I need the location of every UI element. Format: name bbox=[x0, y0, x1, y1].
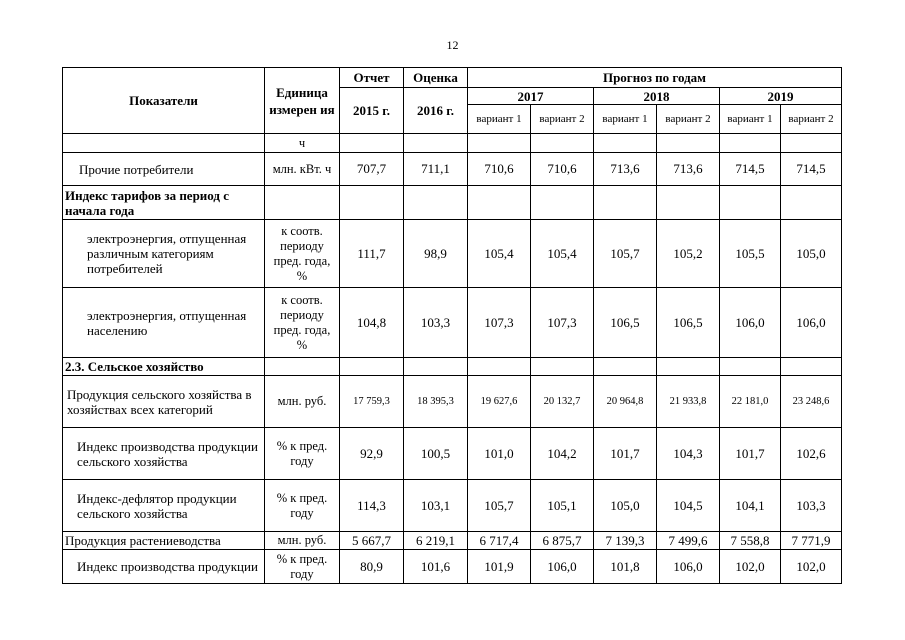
value-2016 bbox=[404, 186, 468, 220]
value-2016: 100,5 bbox=[404, 428, 468, 480]
value-2017-v2: 105,1 bbox=[531, 480, 594, 532]
value-2016: 103,1 bbox=[404, 480, 468, 532]
value-2017-v2: 106,0 bbox=[531, 550, 594, 584]
row-unit: % к пред. году bbox=[265, 550, 340, 584]
value-2019-v2 bbox=[781, 358, 842, 376]
value-2019-v2: 7 771,9 bbox=[781, 532, 842, 550]
value-2019-v1: 22 181,0 bbox=[720, 376, 781, 428]
value-2016: 711,1 bbox=[404, 153, 468, 186]
value-2018-v1: 101,8 bbox=[594, 550, 657, 584]
table-row bbox=[63, 153, 842, 186]
value-2017-v2: 105,4 bbox=[531, 220, 594, 288]
value-2016 bbox=[404, 358, 468, 376]
value-2016 bbox=[404, 134, 468, 153]
row-unit bbox=[265, 186, 340, 220]
value-2015: 17 759,3 bbox=[340, 376, 404, 428]
header-forecast: Прогноз по годам bbox=[468, 68, 842, 88]
value-2019-v2: 102,6 bbox=[781, 428, 842, 480]
row-unit: млн. руб. bbox=[265, 376, 340, 428]
header-indicators: Показатели bbox=[63, 68, 265, 134]
row-label: электроэнергия, отпущенная населению bbox=[63, 288, 265, 358]
header-2018-variant-2: вариант 2 bbox=[657, 105, 720, 134]
value-2018-v1 bbox=[594, 186, 657, 220]
header-year-2016: 2016 г. bbox=[404, 88, 468, 134]
header-2019-variant-1: вариант 1 bbox=[720, 105, 781, 134]
value-2015: 104,8 bbox=[340, 288, 404, 358]
value-2017-v2: 107,3 bbox=[531, 288, 594, 358]
value-2017-v2: 6 875,7 bbox=[531, 532, 594, 550]
value-2018-v2 bbox=[657, 186, 720, 220]
header-report: Отчет bbox=[340, 68, 404, 88]
value-2018-v2: 104,3 bbox=[657, 428, 720, 480]
header-year-2019: 2019 bbox=[720, 88, 842, 105]
value-2017-v2 bbox=[531, 134, 594, 153]
value-2015: 707,7 bbox=[340, 153, 404, 186]
row-label: Индекс производства продукции сельского хозяйства bbox=[63, 428, 265, 480]
value-2017-v2 bbox=[531, 358, 594, 376]
value-2019-v1: 101,7 bbox=[720, 428, 781, 480]
value-2018-v1: 105,0 bbox=[594, 480, 657, 532]
header-2017-variant-2: вариант 2 bbox=[531, 105, 594, 134]
row-unit: к соотв. периоду пред. года, % bbox=[265, 288, 340, 358]
value-2015: 92,9 bbox=[340, 428, 404, 480]
table-row bbox=[63, 532, 842, 550]
header-estimate: Оценка bbox=[404, 68, 468, 88]
table-row bbox=[63, 288, 842, 358]
value-2017-v1: 710,6 bbox=[468, 153, 531, 186]
row-label: электроэнергия, отпущенная различным категориям потребителей bbox=[63, 220, 265, 288]
value-2019-v2: 714,5 bbox=[781, 153, 842, 186]
header-year-2017: 2017 bbox=[468, 88, 594, 105]
value-2017-v1: 101,9 bbox=[468, 550, 531, 584]
value-2016: 103,3 bbox=[404, 288, 468, 358]
table-row bbox=[63, 480, 842, 532]
value-2019-v1: 106,0 bbox=[720, 288, 781, 358]
value-2018-v2: 106,0 bbox=[657, 550, 720, 584]
header-unit: Единица измерен ия bbox=[265, 68, 340, 134]
value-2019-v2: 103,3 bbox=[781, 480, 842, 532]
value-2015: 111,7 bbox=[340, 220, 404, 288]
value-2019-v2 bbox=[781, 134, 842, 153]
value-2015: 5 667,7 bbox=[340, 532, 404, 550]
value-2019-v1: 7 558,8 bbox=[720, 532, 781, 550]
value-2019-v1: 102,0 bbox=[720, 550, 781, 584]
value-2019-v1: 104,1 bbox=[720, 480, 781, 532]
value-2017-v1 bbox=[468, 134, 531, 153]
header-year-2015: 2015 г. bbox=[340, 88, 404, 134]
row-unit: млн. кВт. ч bbox=[265, 153, 340, 186]
value-2018-v1: 7 139,3 bbox=[594, 532, 657, 550]
value-2017-v2: 104,2 bbox=[531, 428, 594, 480]
value-2017-v1 bbox=[468, 186, 531, 220]
row-label: Индекс производства продукции bbox=[63, 550, 265, 584]
value-2017-v1: 101,0 bbox=[468, 428, 531, 480]
value-2015: 80,9 bbox=[340, 550, 404, 584]
value-2019-v1: 714,5 bbox=[720, 153, 781, 186]
value-2018-v1: 20 964,8 bbox=[594, 376, 657, 428]
value-2016: 98,9 bbox=[404, 220, 468, 288]
value-2019-v2: 23 248,6 bbox=[781, 376, 842, 428]
value-2017-v1: 105,4 bbox=[468, 220, 531, 288]
value-2018-v2: 21 933,8 bbox=[657, 376, 720, 428]
value-2019-v1 bbox=[720, 358, 781, 376]
table-row bbox=[63, 550, 842, 584]
value-2017-v1: 105,7 bbox=[468, 480, 531, 532]
value-2019-v2: 106,0 bbox=[781, 288, 842, 358]
header-2018-variant-1: вариант 1 bbox=[594, 105, 657, 134]
row-label: Прочие потребители bbox=[63, 153, 265, 186]
value-2019-v1: 105,5 bbox=[720, 220, 781, 288]
row-label: Продукция растениеводства bbox=[63, 532, 265, 550]
row-label: Продукция сельского хозяйства в хозяйствах всех категорий bbox=[63, 376, 265, 428]
row-label: Индекс-дефлятор продукции сельского хозяйства bbox=[63, 480, 265, 532]
table-row bbox=[63, 220, 842, 288]
table-row bbox=[63, 428, 842, 480]
value-2018-v2: 7 499,6 bbox=[657, 532, 720, 550]
value-2019-v1 bbox=[720, 186, 781, 220]
value-2018-v1: 101,7 bbox=[594, 428, 657, 480]
value-2019-v2 bbox=[781, 186, 842, 220]
table-row bbox=[63, 134, 842, 153]
value-2017-v2 bbox=[531, 186, 594, 220]
header-year-2018: 2018 bbox=[594, 88, 720, 105]
value-2017-v1: 6 717,4 bbox=[468, 532, 531, 550]
row-unit: % к пред. году bbox=[265, 480, 340, 532]
section-heading: 2.3. Сельское хозяйство bbox=[63, 358, 265, 376]
value-2018-v1: 713,6 bbox=[594, 153, 657, 186]
row-label bbox=[63, 134, 265, 153]
value-2018-v2: 713,6 bbox=[657, 153, 720, 186]
table-row bbox=[63, 186, 842, 220]
value-2016: 6 219,1 bbox=[404, 532, 468, 550]
header-2019-variant-2: вариант 2 bbox=[781, 105, 842, 134]
table-row bbox=[63, 376, 842, 428]
value-2018-v2 bbox=[657, 134, 720, 153]
value-2017-v1 bbox=[468, 358, 531, 376]
value-2015 bbox=[340, 134, 404, 153]
value-2018-v1: 105,7 bbox=[594, 220, 657, 288]
section-heading: Индекс тарифов за период с начала года bbox=[63, 186, 265, 220]
value-2018-v2 bbox=[657, 358, 720, 376]
value-2017-v2: 20 132,7 bbox=[531, 376, 594, 428]
value-2018-v2: 104,5 bbox=[657, 480, 720, 532]
row-unit: % к пред. году bbox=[265, 428, 340, 480]
value-2017-v1: 19 627,6 bbox=[468, 376, 531, 428]
value-2019-v2: 102,0 bbox=[781, 550, 842, 584]
value-2016: 18 395,3 bbox=[404, 376, 468, 428]
value-2017-v1: 107,3 bbox=[468, 288, 531, 358]
value-2019-v1 bbox=[720, 134, 781, 153]
value-2018-v1 bbox=[594, 134, 657, 153]
value-2016: 101,6 bbox=[404, 550, 468, 584]
value-2018-v2: 106,5 bbox=[657, 288, 720, 358]
value-2018-v2: 105,2 bbox=[657, 220, 720, 288]
value-2018-v1: 106,5 bbox=[594, 288, 657, 358]
row-unit bbox=[265, 358, 340, 376]
value-2019-v2: 105,0 bbox=[781, 220, 842, 288]
row-unit: к соотв. периоду пред. года, % bbox=[265, 220, 340, 288]
header-2017-variant-1: вариант 1 bbox=[468, 105, 531, 134]
forecast-table bbox=[62, 67, 842, 584]
table-row bbox=[63, 358, 842, 376]
value-2015: 114,3 bbox=[340, 480, 404, 532]
value-2015 bbox=[340, 358, 404, 376]
page-number: 12 bbox=[446, 38, 459, 52]
value-2017-v2: 710,6 bbox=[531, 153, 594, 186]
value-2015 bbox=[340, 186, 404, 220]
row-unit: ч bbox=[265, 134, 340, 153]
value-2018-v1 bbox=[594, 358, 657, 376]
row-unit: млн. руб. bbox=[265, 532, 340, 550]
